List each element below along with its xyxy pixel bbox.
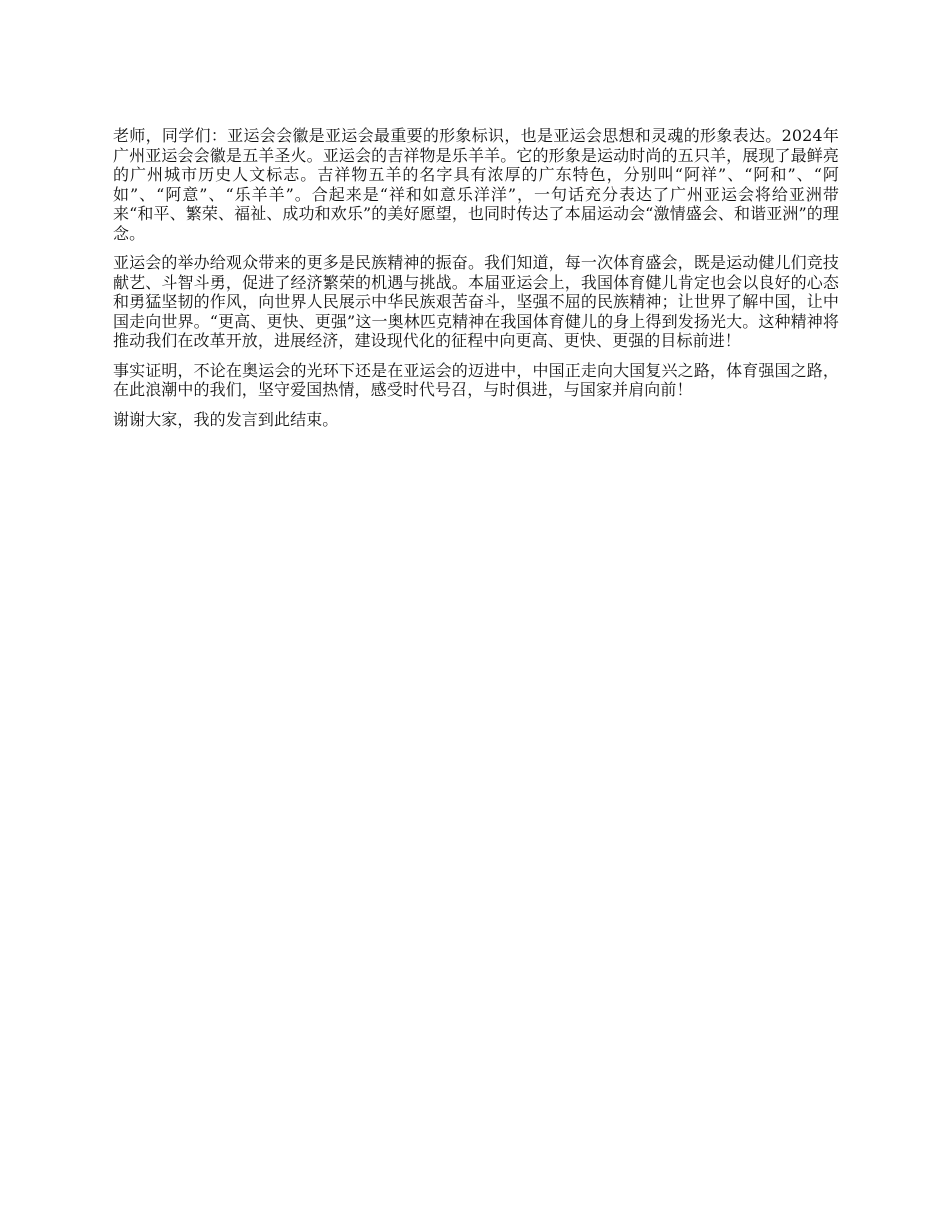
paragraph-rejuvenation: 事实证明，不论在奥运会的光环下还是在亚运会的迈进中，中国正走向大国复兴之路，体育强国之路，在此浪潮中的我们，坚守爱国热情，感受时代号召，与时俱进，与国家并肩向前！ xyxy=(113,360,839,399)
speech-body xyxy=(113,126,839,439)
paragraph-closing: 谢谢大家，我的发言到此结束。 xyxy=(113,409,339,429)
paragraph-emblem-mascot: 老师，同学们：亚运会会徽是亚运会最重要的形象标识，也是亚运会思想和灵魂的形象表达。2024年广州亚运会会徽是五羊圣火。亚运会的吉祥物是乐羊羊。它的形象是运动时尚的五只羊，展现了最鲜亮的广州城市历史人文标志。吉祥物五羊的名字具有浓厚的广东特色，分别叫“阿祥”、“阿和”、“阿如”、“阿意”、“乐羊羊”。合起来是“祥和如意乐洋洋”，一句话充分表达了广州亚运会将给亚洲带来“和平、繁荣、福祉、成功和欢乐”的美好愿望，也同时传达了本届运动会“激情盛会、和谐亚洲”的理念。 xyxy=(113,126,839,243)
paragraph-national-spirit: 亚运会的举办给观众带来的更多是民族精神的振奋。我们知道，每一次体育盛会，既是运动健儿们竞技献艺、斗智斗勇，促进了经济繁荣的机遇与挑战。本届亚运会上，我国体育健儿肯定也会以良好的心态和勇猛坚韧的作风，向世界人民展示中华民族艰苦奋斗，坚强不屈的民族精神；让世界了解中国，让中国走向世界。“更高、更快、更强”这一奥林匹克精神在我国体育健儿的身上得到发扬光大。这种精神将推动我们在改革开放，进展经济，建设现代化的征程中向更高、更快、更强的目标前进！ xyxy=(113,253,839,350)
